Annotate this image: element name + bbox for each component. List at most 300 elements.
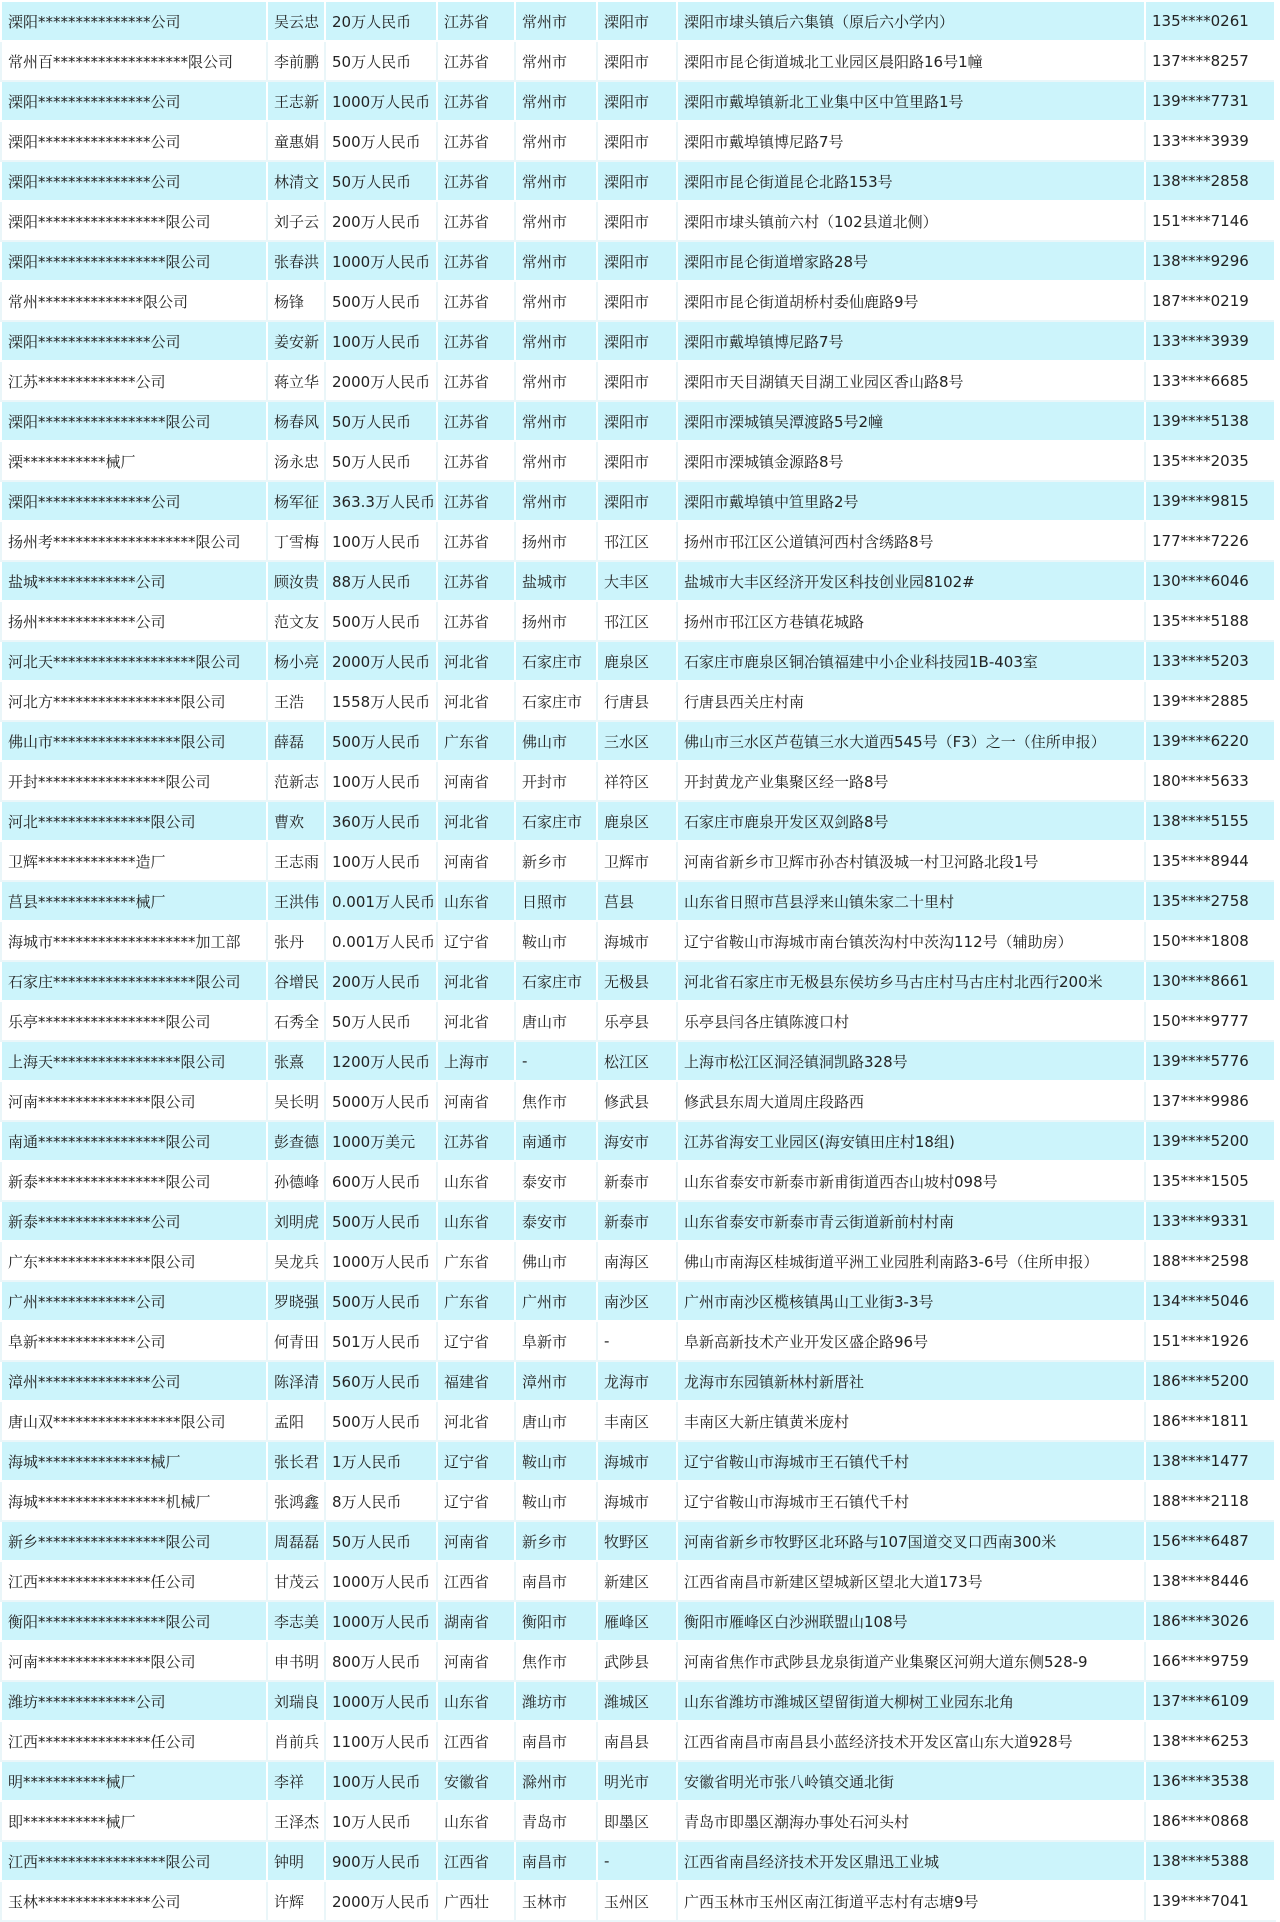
cell-company[interactable]: 盐城*************公司 xyxy=(1,561,267,601)
cell-capital[interactable]: 50万人民币 xyxy=(325,401,437,441)
cell-capital[interactable]: 1000万人民币 xyxy=(325,1601,437,1641)
cell-address[interactable]: 江苏省海安工业园区(海安镇田庄村18组) xyxy=(677,1121,1145,1161)
cell-address[interactable]: 佛山市三水区芦苞镇三水大道西545号（F3）之一（住所申报） xyxy=(677,721,1145,761)
cell-district[interactable]: 行唐县 xyxy=(597,681,677,721)
cell-capital[interactable]: 500万人民币 xyxy=(325,1401,437,1441)
cell-person[interactable]: 蒋立华 xyxy=(267,361,325,401)
cell-person[interactable]: 彭查德 xyxy=(267,1121,325,1161)
cell-person[interactable]: 王志雨 xyxy=(267,841,325,881)
cell-province[interactable]: 江苏省 xyxy=(437,441,515,481)
cell-phone[interactable]: 177****7226 xyxy=(1145,521,1275,561)
cell-phone[interactable]: 134****5046 xyxy=(1145,1281,1275,1321)
cell-city[interactable]: 常州市 xyxy=(515,441,597,481)
cell-city[interactable]: 泰安市 xyxy=(515,1201,597,1241)
cell-person[interactable]: 王洪伟 xyxy=(267,881,325,921)
cell-company[interactable]: 常州**************限公司 xyxy=(1,281,267,321)
cell-address[interactable]: 广西玉林市玉州区南江街道平志村有志塘9号 xyxy=(677,1881,1145,1921)
cell-city[interactable]: - xyxy=(515,1041,597,1081)
cell-city[interactable]: 潍坊市 xyxy=(515,1681,597,1721)
cell-company[interactable]: 江苏*************公司 xyxy=(1,361,267,401)
cell-address[interactable]: 山东省泰安市新泰市新甫街道西杏山坡村098号 xyxy=(677,1161,1145,1201)
cell-company[interactable]: 溧阳***************公司 xyxy=(1,81,267,121)
cell-district[interactable]: 溧阳市 xyxy=(597,481,677,521)
cell-province[interactable]: 江苏省 xyxy=(437,241,515,281)
cell-person[interactable]: 林清文 xyxy=(267,161,325,201)
cell-person[interactable]: 姜安新 xyxy=(267,321,325,361)
cell-city[interactable]: 常州市 xyxy=(515,41,597,81)
cell-address[interactable]: 龙海市东园镇新林村新厝社 xyxy=(677,1361,1145,1401)
cell-city[interactable]: 新乡市 xyxy=(515,841,597,881)
cell-address[interactable]: 辽宁省鞍山市海城市王石镇代千村 xyxy=(677,1441,1145,1481)
cell-address[interactable]: 衡阳市雁峰区白沙洲联盟山108号 xyxy=(677,1601,1145,1641)
cell-phone[interactable]: 135****5188 xyxy=(1145,601,1275,641)
cell-city[interactable]: 广州市 xyxy=(515,1281,597,1321)
cell-company[interactable]: 新泰*****************限公司 xyxy=(1,1161,267,1201)
cell-company[interactable]: 溧阳***************公司 xyxy=(1,481,267,521)
cell-district[interactable]: 卫辉市 xyxy=(597,841,677,881)
cell-address[interactable]: 溧阳市戴埠镇博尼路7号 xyxy=(677,321,1145,361)
cell-capital[interactable]: 0.001万人民币 xyxy=(325,881,437,921)
cell-district[interactable]: 莒县 xyxy=(597,881,677,921)
cell-district[interactable]: 三水区 xyxy=(597,721,677,761)
cell-person[interactable]: 罗晓强 xyxy=(267,1281,325,1321)
cell-capital[interactable]: 100万人民币 xyxy=(325,841,437,881)
cell-capital[interactable]: 500万人民币 xyxy=(325,1281,437,1321)
cell-province[interactable]: 广东省 xyxy=(437,721,515,761)
cell-capital[interactable]: 100万人民币 xyxy=(325,1761,437,1801)
cell-address[interactable]: 山东省潍坊市潍城区望留街道大柳树工业园东北角 xyxy=(677,1681,1145,1721)
cell-district[interactable]: 溧阳市 xyxy=(597,281,677,321)
cell-phone[interactable]: 135****2035 xyxy=(1145,441,1275,481)
cell-phone[interactable]: 138****9296 xyxy=(1145,241,1275,281)
cell-phone[interactable]: 133****3939 xyxy=(1145,321,1275,361)
cell-address[interactable]: 石家庄市鹿泉开发区双剑路8号 xyxy=(677,801,1145,841)
cell-city[interactable]: 南昌市 xyxy=(515,1561,597,1601)
cell-district[interactable]: 溧阳市 xyxy=(597,201,677,241)
cell-person[interactable]: 王浩 xyxy=(267,681,325,721)
cell-city[interactable]: 泰安市 xyxy=(515,1161,597,1201)
cell-capital[interactable]: 1000万人民币 xyxy=(325,1561,437,1601)
cell-company[interactable]: 河南***************限公司 xyxy=(1,1641,267,1681)
cell-city[interactable]: 扬州市 xyxy=(515,601,597,641)
cell-city[interactable]: 石家庄市 xyxy=(515,801,597,841)
cell-city[interactable]: 常州市 xyxy=(515,241,597,281)
cell-province[interactable]: 河南省 xyxy=(437,1521,515,1561)
cell-person[interactable]: 张鸿鑫 xyxy=(267,1481,325,1521)
cell-capital[interactable]: 1100万人民币 xyxy=(325,1721,437,1761)
cell-person[interactable]: 周磊磊 xyxy=(267,1521,325,1561)
cell-province[interactable]: 河北省 xyxy=(437,801,515,841)
cell-province[interactable]: 安徽省 xyxy=(437,1761,515,1801)
cell-province[interactable]: 辽宁省 xyxy=(437,921,515,961)
cell-company[interactable]: 溧阳***************公司 xyxy=(1,161,267,201)
cell-district[interactable]: 松江区 xyxy=(597,1041,677,1081)
cell-phone[interactable]: 139****2885 xyxy=(1145,681,1275,721)
cell-company[interactable]: 上海天*****************限公司 xyxy=(1,1041,267,1081)
cell-district[interactable]: 南海区 xyxy=(597,1241,677,1281)
cell-capital[interactable]: 8万人民币 xyxy=(325,1481,437,1521)
cell-company[interactable]: 石家庄*******************限公司 xyxy=(1,961,267,1001)
cell-district[interactable]: 无极县 xyxy=(597,961,677,1001)
cell-province[interactable]: 辽宁省 xyxy=(437,1481,515,1521)
cell-company[interactable]: 漳州***************公司 xyxy=(1,1361,267,1401)
cell-district[interactable]: 海城市 xyxy=(597,1481,677,1521)
cell-city[interactable]: 唐山市 xyxy=(515,1401,597,1441)
cell-company[interactable]: 扬州*************公司 xyxy=(1,601,267,641)
cell-phone[interactable]: 186****3026 xyxy=(1145,1601,1275,1641)
cell-address[interactable]: 江西省南昌市南昌县小蓝经济技术开发区富山东大道928号 xyxy=(677,1721,1145,1761)
cell-capital[interactable]: 1000万人民币 xyxy=(325,241,437,281)
cell-company[interactable]: 衡阳*****************限公司 xyxy=(1,1601,267,1641)
cell-address[interactable]: 安徽省明光市张八岭镇交通北街 xyxy=(677,1761,1145,1801)
cell-person[interactable]: 孙德峰 xyxy=(267,1161,325,1201)
cell-province[interactable]: 江苏省 xyxy=(437,361,515,401)
cell-province[interactable]: 江苏省 xyxy=(437,321,515,361)
cell-city[interactable]: 常州市 xyxy=(515,481,597,521)
cell-city[interactable]: 常州市 xyxy=(515,361,597,401)
cell-province[interactable]: 山东省 xyxy=(437,1801,515,1841)
cell-capital[interactable]: 50万人民币 xyxy=(325,41,437,81)
cell-company[interactable]: 卫辉*************造厂 xyxy=(1,841,267,881)
cell-district[interactable]: 溧阳市 xyxy=(597,241,677,281)
cell-capital[interactable]: 1000万美元 xyxy=(325,1121,437,1161)
cell-person[interactable]: 张熹 xyxy=(267,1041,325,1081)
cell-company[interactable]: 海城*****************机械厂 xyxy=(1,1481,267,1521)
cell-company[interactable]: 溧阳*****************限公司 xyxy=(1,401,267,441)
cell-company[interactable]: 河北***************限公司 xyxy=(1,801,267,841)
cell-person[interactable]: 刘子云 xyxy=(267,201,325,241)
cell-person[interactable]: 刘瑞良 xyxy=(267,1681,325,1721)
cell-province[interactable]: 山东省 xyxy=(437,1201,515,1241)
cell-person[interactable]: 王泽杰 xyxy=(267,1801,325,1841)
cell-person[interactable]: 李志美 xyxy=(267,1601,325,1641)
cell-province[interactable]: 江苏省 xyxy=(437,481,515,521)
cell-address[interactable]: 广州市南沙区榄核镇禺山工业街3-3号 xyxy=(677,1281,1145,1321)
cell-capital[interactable]: 50万人民币 xyxy=(325,161,437,201)
cell-province[interactable]: 江苏省 xyxy=(437,601,515,641)
cell-district[interactable]: 溧阳市 xyxy=(597,401,677,441)
cell-capital[interactable]: 200万人民币 xyxy=(325,961,437,1001)
cell-district[interactable]: 溧阳市 xyxy=(597,41,677,81)
cell-capital[interactable]: 900万人民币 xyxy=(325,1841,437,1881)
cell-person[interactable]: 曹欢 xyxy=(267,801,325,841)
cell-capital[interactable]: 560万人民币 xyxy=(325,1361,437,1401)
cell-province[interactable]: 江西省 xyxy=(437,1561,515,1601)
cell-phone[interactable]: 137****6109 xyxy=(1145,1681,1275,1721)
cell-phone[interactable]: 138****8446 xyxy=(1145,1561,1275,1601)
cell-district[interactable]: 邗江区 xyxy=(597,521,677,561)
cell-capital[interactable]: 500万人民币 xyxy=(325,281,437,321)
cell-city[interactable]: 南昌市 xyxy=(515,1841,597,1881)
cell-province[interactable]: 福建省 xyxy=(437,1361,515,1401)
cell-company[interactable]: 溧阳***************公司 xyxy=(1,121,267,161)
cell-company[interactable]: 河南***************限公司 xyxy=(1,1081,267,1121)
cell-phone[interactable]: 151****1926 xyxy=(1145,1321,1275,1361)
cell-province[interactable]: 江苏省 xyxy=(437,561,515,601)
cell-capital[interactable]: 100万人民币 xyxy=(325,761,437,801)
cell-phone[interactable]: 186****0868 xyxy=(1145,1801,1275,1841)
cell-person[interactable]: 杨春风 xyxy=(267,401,325,441)
cell-district[interactable]: 牧野区 xyxy=(597,1521,677,1561)
cell-phone[interactable]: 156****6487 xyxy=(1145,1521,1275,1561)
cell-phone[interactable]: 166****9759 xyxy=(1145,1641,1275,1681)
cell-person[interactable]: 李前鹏 xyxy=(267,41,325,81)
cell-company[interactable]: 溧阳***************公司 xyxy=(1,321,267,361)
cell-phone[interactable]: 130****8661 xyxy=(1145,961,1275,1001)
cell-address[interactable]: 修武县东周大道周庄段路西 xyxy=(677,1081,1145,1121)
cell-address[interactable]: 溧阳市戴埠镇中笪里路2号 xyxy=(677,481,1145,521)
cell-company[interactable]: 新泰***************公司 xyxy=(1,1201,267,1241)
cell-company[interactable]: 海城市*******************加工部 xyxy=(1,921,267,961)
cell-phone[interactable]: 187****0219 xyxy=(1145,281,1275,321)
cell-company[interactable]: 佛山市*****************限公司 xyxy=(1,721,267,761)
cell-province[interactable]: 江苏省 xyxy=(437,281,515,321)
cell-person[interactable]: 刘明虎 xyxy=(267,1201,325,1241)
cell-person[interactable]: 杨军征 xyxy=(267,481,325,521)
cell-city[interactable]: 常州市 xyxy=(515,161,597,201)
cell-address[interactable]: 山东省泰安市新泰市青云街道新前村村南 xyxy=(677,1201,1145,1241)
cell-district[interactable]: 明光市 xyxy=(597,1761,677,1801)
cell-phone[interactable]: 135****8944 xyxy=(1145,841,1275,881)
cell-company[interactable]: 莒县*************械厂 xyxy=(1,881,267,921)
cell-province[interactable]: 河南省 xyxy=(437,841,515,881)
cell-capital[interactable]: 2000万人民币 xyxy=(325,641,437,681)
cell-address[interactable]: 溧阳市埭头镇前六村（102县道北侧） xyxy=(677,201,1145,241)
cell-province[interactable]: 山东省 xyxy=(437,1681,515,1721)
cell-address[interactable]: 溧阳市昆仑街道城北工业园区晨阳路16号1幢 xyxy=(677,41,1145,81)
cell-district[interactable]: 邗江区 xyxy=(597,601,677,641)
cell-capital[interactable]: 20万人民币 xyxy=(325,1,437,41)
cell-city[interactable]: 新乡市 xyxy=(515,1521,597,1561)
cell-district[interactable]: 溧阳市 xyxy=(597,441,677,481)
cell-province[interactable]: 河北省 xyxy=(437,1001,515,1041)
cell-address[interactable]: 溧阳市溧城镇吴潭渡路5号2幢 xyxy=(677,401,1145,441)
cell-phone[interactable]: 133****6685 xyxy=(1145,361,1275,401)
cell-phone[interactable]: 135****1505 xyxy=(1145,1161,1275,1201)
cell-company[interactable]: 即***********械厂 xyxy=(1,1801,267,1841)
cell-phone[interactable]: 130****6046 xyxy=(1145,561,1275,601)
cell-phone[interactable]: 186****5200 xyxy=(1145,1361,1275,1401)
cell-person[interactable]: 范文友 xyxy=(267,601,325,641)
cell-capital[interactable]: 363.3万人民币 xyxy=(325,481,437,521)
cell-province[interactable]: 河南省 xyxy=(437,1081,515,1121)
cell-address[interactable]: 丰南区大新庄镇黄米庞村 xyxy=(677,1401,1145,1441)
cell-phone[interactable]: 139****7731 xyxy=(1145,81,1275,121)
cell-company[interactable]: 扬州考*******************限公司 xyxy=(1,521,267,561)
cell-district[interactable]: 溧阳市 xyxy=(597,121,677,161)
cell-phone[interactable]: 133****5203 xyxy=(1145,641,1275,681)
cell-province[interactable]: 河北省 xyxy=(437,641,515,681)
cell-capital[interactable]: 88万人民币 xyxy=(325,561,437,601)
cell-capital[interactable]: 500万人民币 xyxy=(325,1201,437,1241)
cell-person[interactable]: 吴长明 xyxy=(267,1081,325,1121)
cell-person[interactable]: 吴云忠 xyxy=(267,1,325,41)
cell-phone[interactable]: 135****2758 xyxy=(1145,881,1275,921)
cell-company[interactable]: 广东***************限公司 xyxy=(1,1241,267,1281)
cell-address[interactable]: 溧阳市戴埠镇新北工业集中区中笪里路1号 xyxy=(677,81,1145,121)
cell-city[interactable]: 常州市 xyxy=(515,321,597,361)
cell-company[interactable]: 溧阳*****************限公司 xyxy=(1,241,267,281)
cell-city[interactable]: 常州市 xyxy=(515,81,597,121)
cell-person[interactable]: 童惠娟 xyxy=(267,121,325,161)
cell-phone[interactable]: 137****9986 xyxy=(1145,1081,1275,1121)
cell-district[interactable]: 海城市 xyxy=(597,1441,677,1481)
cell-phone[interactable]: 151****7146 xyxy=(1145,201,1275,241)
cell-province[interactable]: 江苏省 xyxy=(437,521,515,561)
cell-address[interactable]: 辽宁省鞍山市海城市王石镇代千村 xyxy=(677,1481,1145,1521)
cell-province[interactable]: 江苏省 xyxy=(437,1,515,41)
cell-phone[interactable]: 139****6220 xyxy=(1145,721,1275,761)
cell-district[interactable]: 溧阳市 xyxy=(597,161,677,201)
cell-city[interactable]: 焦作市 xyxy=(515,1641,597,1681)
cell-district[interactable]: 丰南区 xyxy=(597,1401,677,1441)
cell-capital[interactable]: 50万人民币 xyxy=(325,1521,437,1561)
cell-city[interactable]: 常州市 xyxy=(515,201,597,241)
cell-province[interactable]: 江苏省 xyxy=(437,81,515,121)
cell-company[interactable]: 溧***********械厂 xyxy=(1,441,267,481)
cell-district[interactable]: 即墨区 xyxy=(597,1801,677,1841)
cell-province[interactable]: 江苏省 xyxy=(437,401,515,441)
cell-address[interactable]: 开封黄龙产业集聚区经一路8号 xyxy=(677,761,1145,801)
cell-district[interactable]: 修武县 xyxy=(597,1081,677,1121)
cell-district[interactable]: 海安市 xyxy=(597,1121,677,1161)
cell-city[interactable]: 石家庄市 xyxy=(515,961,597,1001)
cell-district[interactable]: 溧阳市 xyxy=(597,321,677,361)
cell-phone[interactable]: 139****7041 xyxy=(1145,1881,1275,1921)
cell-company[interactable]: 阜新*************公司 xyxy=(1,1321,267,1361)
cell-company[interactable]: 广州*************公司 xyxy=(1,1281,267,1321)
cell-phone[interactable]: 138****5155 xyxy=(1145,801,1275,841)
cell-province[interactable]: 江西省 xyxy=(437,1841,515,1881)
cell-district[interactable]: 海城市 xyxy=(597,921,677,961)
cell-city[interactable]: 唐山市 xyxy=(515,1001,597,1041)
cell-province[interactable]: 江苏省 xyxy=(437,41,515,81)
cell-province[interactable]: 江西省 xyxy=(437,1721,515,1761)
cell-city[interactable]: 石家庄市 xyxy=(515,681,597,721)
cell-person[interactable]: 张春洪 xyxy=(267,241,325,281)
cell-district[interactable]: 乐亭县 xyxy=(597,1001,677,1041)
cell-capital[interactable]: 10万人民币 xyxy=(325,1801,437,1841)
cell-company[interactable]: 开封*****************限公司 xyxy=(1,761,267,801)
cell-phone[interactable]: 139****5138 xyxy=(1145,401,1275,441)
cell-province[interactable]: 江苏省 xyxy=(437,1121,515,1161)
cell-capital[interactable]: 500万人民币 xyxy=(325,721,437,761)
cell-address[interactable]: 扬州市邗江区公道镇河西村含绣路8号 xyxy=(677,521,1145,561)
cell-address[interactable]: 河南省新乡市牧野区北环路与107国道交叉口西南300米 xyxy=(677,1521,1145,1561)
cell-phone[interactable]: 186****1811 xyxy=(1145,1401,1275,1441)
cell-phone[interactable]: 138****1477 xyxy=(1145,1441,1275,1481)
cell-district[interactable]: 大丰区 xyxy=(597,561,677,601)
cell-person[interactable]: 张丹 xyxy=(267,921,325,961)
cell-person[interactable]: 张长君 xyxy=(267,1441,325,1481)
cell-address[interactable]: 石家庄市鹿泉区铜冶镇福建中小企业科技园1B-403室 xyxy=(677,641,1145,681)
cell-address[interactable]: 江西省南昌经济技术开发区鼎迅工业城 xyxy=(677,1841,1145,1881)
cell-district[interactable]: 溧阳市 xyxy=(597,81,677,121)
cell-district[interactable]: 祥符区 xyxy=(597,761,677,801)
cell-district[interactable]: - xyxy=(597,1321,677,1361)
cell-district[interactable]: 玉州区 xyxy=(597,1881,677,1921)
cell-city[interactable]: 鞍山市 xyxy=(515,1441,597,1481)
cell-company[interactable]: 新乡*****************限公司 xyxy=(1,1521,267,1561)
cell-person[interactable]: 杨锋 xyxy=(267,281,325,321)
cell-phone[interactable]: 138****6253 xyxy=(1145,1721,1275,1761)
cell-address[interactable]: 山东省日照市莒县浮来山镇朱家二十里村 xyxy=(677,881,1145,921)
cell-province[interactable]: 河北省 xyxy=(437,681,515,721)
cell-capital[interactable]: 500万人民币 xyxy=(325,601,437,641)
cell-city[interactable]: 南通市 xyxy=(515,1121,597,1161)
cell-city[interactable]: 鞍山市 xyxy=(515,921,597,961)
cell-capital[interactable]: 50万人民币 xyxy=(325,441,437,481)
cell-address[interactable]: 上海市松江区洞泾镇洞凯路328号 xyxy=(677,1041,1145,1081)
cell-address[interactable]: 河北省石家庄市无极县东侯坊乡马古庄村马古庄村北西行200米 xyxy=(677,961,1145,1001)
cell-capital[interactable]: 1558万人民币 xyxy=(325,681,437,721)
cell-person[interactable]: 甘茂云 xyxy=(267,1561,325,1601)
cell-address[interactable]: 溧阳市昆仑街道昆仑北路153号 xyxy=(677,161,1145,201)
cell-capital[interactable]: 2000万人民币 xyxy=(325,361,437,401)
cell-city[interactable]: 佛山市 xyxy=(515,721,597,761)
cell-person[interactable]: 许辉 xyxy=(267,1881,325,1921)
cell-province[interactable]: 河南省 xyxy=(437,1641,515,1681)
cell-city[interactable]: 阜新市 xyxy=(515,1321,597,1361)
cell-province[interactable]: 辽宁省 xyxy=(437,1441,515,1481)
cell-city[interactable]: 盐城市 xyxy=(515,561,597,601)
cell-city[interactable]: 衡阳市 xyxy=(515,1601,597,1641)
cell-district[interactable]: 雁峰区 xyxy=(597,1601,677,1641)
cell-phone[interactable]: 188****2598 xyxy=(1145,1241,1275,1281)
cell-company[interactable]: 江西***************任公司 xyxy=(1,1561,267,1601)
cell-company[interactable]: 唐山双*****************限公司 xyxy=(1,1401,267,1441)
cell-city[interactable]: 佛山市 xyxy=(515,1241,597,1281)
cell-city[interactable]: 日照市 xyxy=(515,881,597,921)
cell-district[interactable]: 溧阳市 xyxy=(597,361,677,401)
cell-capital[interactable]: 1200万人民币 xyxy=(325,1041,437,1081)
cell-province[interactable]: 广东省 xyxy=(437,1241,515,1281)
cell-address[interactable]: 辽宁省鞍山市海城市南台镇茨沟村中茨沟112号（辅助房） xyxy=(677,921,1145,961)
cell-province[interactable]: 山东省 xyxy=(437,1161,515,1201)
cell-province[interactable]: 江苏省 xyxy=(437,161,515,201)
cell-company[interactable]: 河北天*******************限公司 xyxy=(1,641,267,681)
cell-address[interactable]: 溧阳市埭头镇后六集镇（原后六小学内） xyxy=(677,1,1145,41)
cell-phone[interactable]: 138****2858 xyxy=(1145,161,1275,201)
cell-phone[interactable]: 138****5388 xyxy=(1145,1841,1275,1881)
cell-phone[interactable]: 139****9815 xyxy=(1145,481,1275,521)
cell-address[interactable]: 青岛市即墨区潮海办事处石河头村 xyxy=(677,1801,1145,1841)
cell-address[interactable]: 溧阳市溧城镇金源路8号 xyxy=(677,441,1145,481)
cell-province[interactable]: 江苏省 xyxy=(437,201,515,241)
cell-person[interactable]: 肖前兵 xyxy=(267,1721,325,1761)
cell-district[interactable]: 鹿泉区 xyxy=(597,801,677,841)
cell-district[interactable]: 武陟县 xyxy=(597,1641,677,1681)
cell-company[interactable]: 常州百******************限公司 xyxy=(1,41,267,81)
cell-person[interactable]: 王志新 xyxy=(267,81,325,121)
cell-address[interactable]: 佛山市南海区桂城街道平洲工业园胜利南路3-6号（住所申报） xyxy=(677,1241,1145,1281)
cell-province[interactable]: 上海市 xyxy=(437,1041,515,1081)
cell-person[interactable]: 李祥 xyxy=(267,1761,325,1801)
cell-district[interactable]: - xyxy=(597,1841,677,1881)
cell-address[interactable]: 行唐县西关庄村南 xyxy=(677,681,1145,721)
cell-capital[interactable]: 0.001万人民币 xyxy=(325,921,437,961)
cell-province[interactable]: 湖南省 xyxy=(437,1601,515,1641)
cell-city[interactable]: 焦作市 xyxy=(515,1081,597,1121)
cell-district[interactable]: 鹿泉区 xyxy=(597,641,677,681)
cell-city[interactable]: 鞍山市 xyxy=(515,1481,597,1521)
cell-address[interactable]: 江西省南昌市新建区望城新区望北大道173号 xyxy=(677,1561,1145,1601)
cell-person[interactable]: 汤永忠 xyxy=(267,441,325,481)
cell-capital[interactable]: 500万人民币 xyxy=(325,121,437,161)
cell-district[interactable]: 南昌县 xyxy=(597,1721,677,1761)
cell-person[interactable]: 范新志 xyxy=(267,761,325,801)
cell-capital[interactable]: 1000万人民币 xyxy=(325,1681,437,1721)
